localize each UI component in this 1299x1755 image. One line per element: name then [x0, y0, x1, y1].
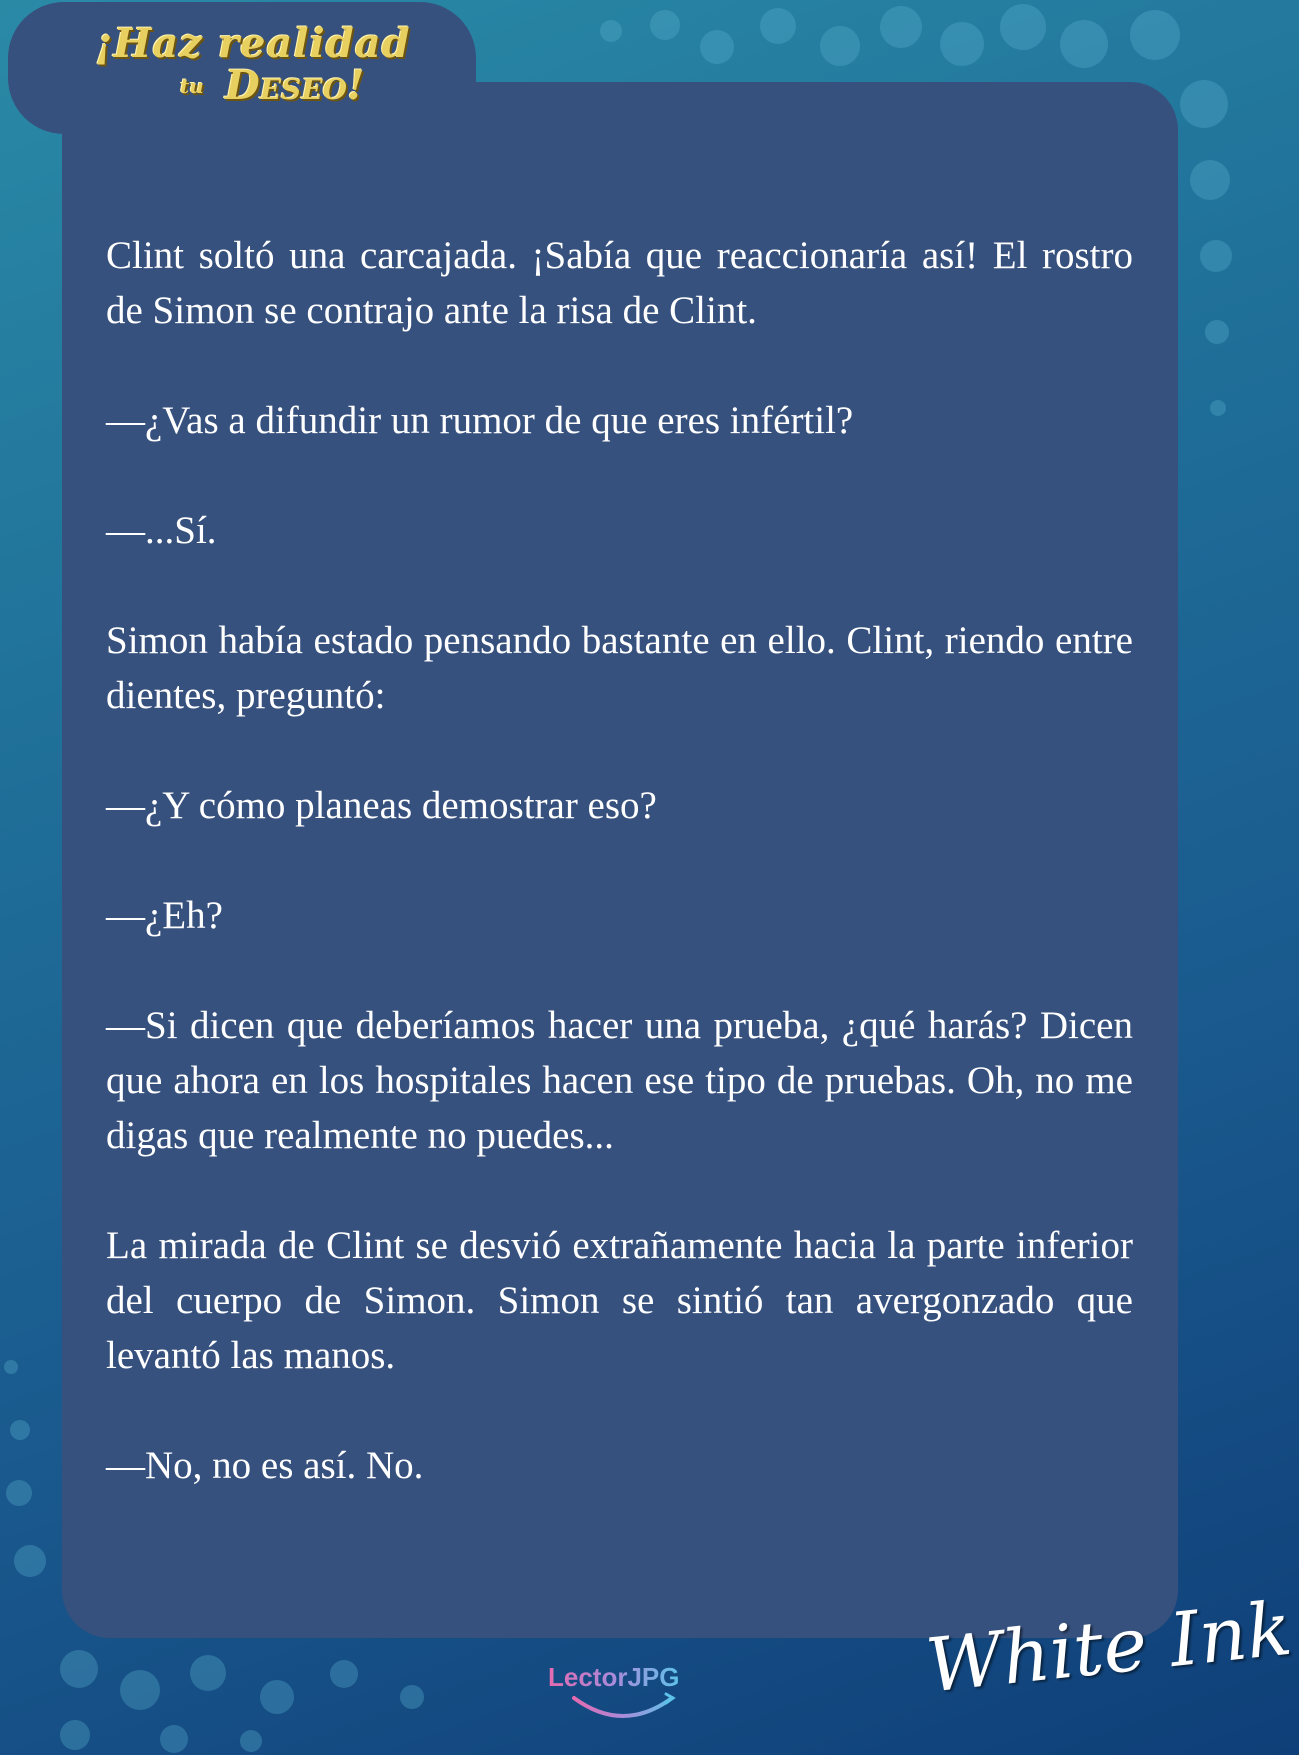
- paragraph: —...Sí.: [106, 509, 217, 552]
- background-dot: [1000, 4, 1046, 50]
- background-dot: [940, 22, 984, 66]
- background-dot: [650, 10, 680, 40]
- background-dot: [1190, 160, 1230, 200]
- background-dot: [1210, 400, 1226, 416]
- background-dot: [160, 1725, 188, 1753]
- footer-logo-text: LectorJPG: [548, 1662, 680, 1692]
- background-dot: [1060, 20, 1108, 68]
- background-dot: [400, 1685, 424, 1709]
- logo-line-2-big: Deseo!: [225, 62, 365, 109]
- background-dot: [260, 1680, 294, 1714]
- background-dot: [60, 1720, 90, 1750]
- background-dot: [1180, 80, 1228, 128]
- background-dot: [14, 1545, 46, 1577]
- background-dot: [1205, 320, 1229, 344]
- background-dot: [760, 8, 796, 44]
- paragraph: La mirada de Clint se desvió extrañamente hacia la parte inferior del cuerpo de Simon. Simon se sintió tan avergonzado que levantó las manos.: [106, 1224, 1133, 1377]
- footer-logo: [548, 1662, 696, 1732]
- background-dot: [4, 1360, 18, 1374]
- background-dot: [190, 1655, 226, 1691]
- paragraph: —¿Vas a difundir un rumor de que eres infértil?: [106, 399, 854, 442]
- paragraph: —Si dicen que deberíamos hacer una prueba, ¿qué harás? Dicen que ahora en los hospitales hacen ese tipo de pruebas. Oh, no me digas que realmente no puedes...: [106, 1004, 1133, 1157]
- background-dot: [880, 6, 922, 48]
- background-dot: [10, 1420, 30, 1440]
- background-dot: [120, 1670, 160, 1710]
- background-dot: [820, 26, 860, 66]
- paragraph: —No, no es así. No.: [106, 1444, 424, 1487]
- logo-line-2-small: tu: [180, 74, 204, 98]
- header-logo: [95, 20, 411, 120]
- paragraph: —¿Y cómo planeas demostrar eso?: [106, 784, 657, 827]
- background-dot: [60, 1650, 98, 1688]
- background-dot: [240, 1730, 262, 1752]
- background-dot: [1200, 240, 1232, 272]
- paragraph: —¿Eh?: [106, 894, 223, 937]
- paragraph: Simon había estado pensando bastante en ello. Clint, riendo entre dientes, preguntó:: [106, 619, 1133, 717]
- background-dot: [330, 1660, 358, 1688]
- paragraph: Clint soltó una carcajada. ¡Sabía que reaccionaría así! El rostro de Simon se contrajo ante la risa de Clint.: [106, 234, 1133, 332]
- signature: White Ink: [922, 1585, 1296, 1710]
- background-dot: [1130, 10, 1180, 60]
- story-text: [106, 228, 1133, 1548]
- background-dot: [600, 20, 622, 42]
- background-dot: [700, 30, 734, 64]
- smile-arc-icon: [568, 1692, 678, 1722]
- logo-line-1: ¡Haz realidad: [95, 20, 411, 67]
- background-dot: [6, 1480, 32, 1506]
